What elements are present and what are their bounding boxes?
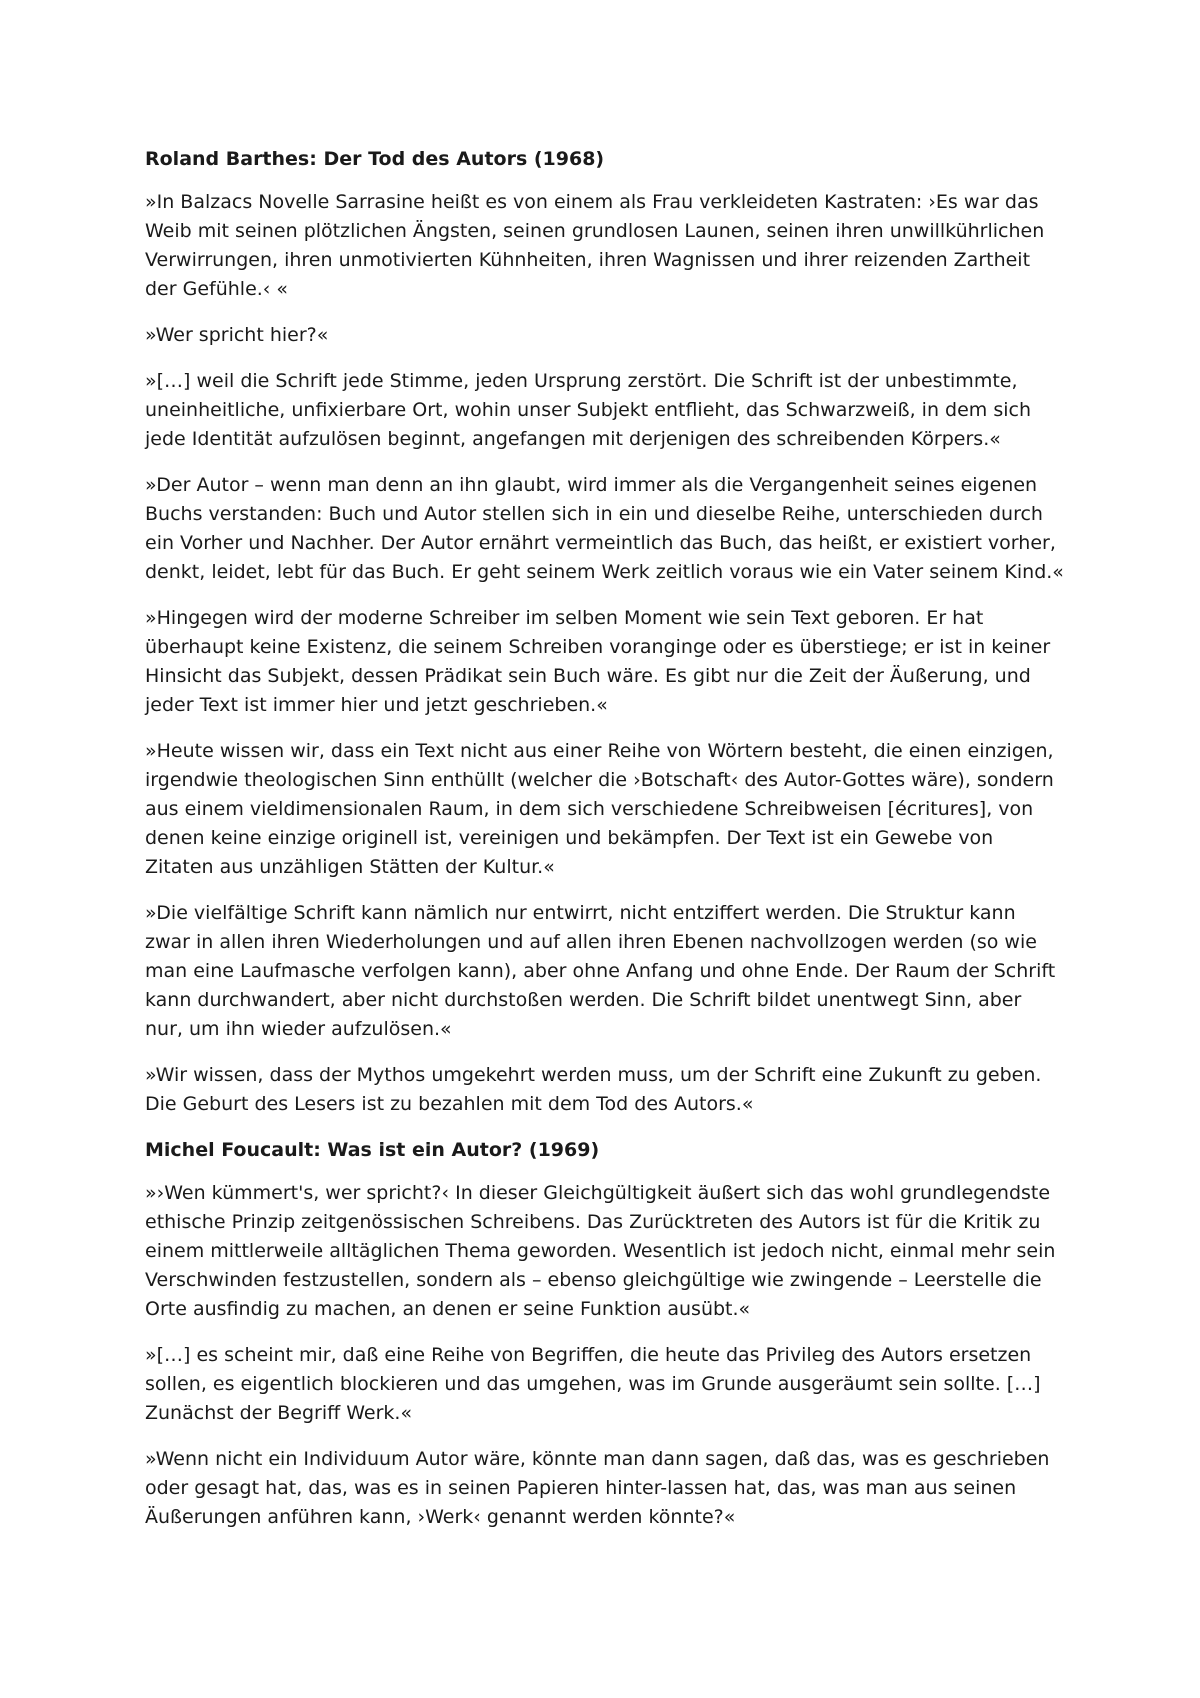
section-title: Roland Barthes: Der Tod des Autors (1968)	[145, 148, 605, 170]
paragraph: »Die vielfältige Schrift kann nämlich nur entwirrt, nicht entziffert werden. Die Struktur kann zwar in allen ihren Wiederholungen und auf allen ihren Ebenen nachvollzogen werden (so wie man eine Laufmasche verfolgen kann), aber ohne Anfang und ohne Ende. Der Raum der Schrift kann durchwandert, aber nicht durchstoßen werden. Die Schrift bildet unentwegt Sinn, aber nur, um ihn wieder aufzulösen.«	[145, 902, 1056, 1040]
paragraph: »›Wen kümmert's, wer spricht?‹ In dieser Gleichgültigkeit äußert sich das wohl grundlegendste ethische Prinzip zeitgenössischen Schreibens. Das Zurücktreten des Autors ist für die Kritik zu einem mittlerweile alltäglichen Thema geworden. Wesentlich ist jedoch nicht, einmal mehr sein Verschwinden festzustellen, sondern als – ebenso gleichgültige wie zwingende – Leerstelle die Orte ausfindig zu machen, an denen er seine Funktion ausübt.«	[145, 1182, 1056, 1320]
paragraph: »Wir wissen, dass der Mythos umgekehrt werden muss, um der Schrift eine Zukunft zu geben. Die Geburt des Lesers ist zu bezahlen mit dem Tod des Autors.«	[145, 1064, 1042, 1115]
section-title: Michel Foucault: Was ist ein Autor? (1969)	[145, 1139, 600, 1161]
paragraph: »Der Autor – wenn man denn an ihn glaubt, wird immer als die Vergangenheit seines eigenen Buchs verstanden: Buch und Autor stellen sich in ein und dieselbe Reihe, unterschieden durch ein Vorher und Nachher. Der Autor ernährt vermeintlich das Buch, das heißt, er existiert vorher, denkt, leidet, lebt für das Buch. Er geht seinem Werk zeitlich voraus wie ein Vater seinem Kind.«	[145, 474, 1064, 583]
paragraph: »[…] weil die Schrift jede Stimme, jeden Ursprung zerstört. Die Schrift ist der unbestimmte, uneinheitliche, unfixierbare Ort, wohin unser Subjekt entflieht, das Schwarzweiß, in dem sich jede Identität aufzulösen beginnt, angefangen mit derjenigen des schreibenden Körpers.«	[145, 370, 1032, 450]
section-barthes	[145, 145, 1065, 1119]
paragraph: »[…] es scheint mir, daß eine Reihe von Begriffen, die heute das Privileg des Autors ersetzen sollen, es eigentlich blockieren und das umgehen, was im Grunde ausgeräumt sein sollte. […] Zunächst der Begriff Werk.«	[145, 1344, 1041, 1424]
paragraph: »Heute wissen wir, dass ein Text nicht aus einer Reihe von Wörtern besteht, die einen einzigen, irgendwie theologischen Sinn enthüllt (welcher die ›Botschaft‹ des Autor-Gottes wäre), sondern aus einem vieldimensionalen Raum, in dem sich verschiedene Schreibweisen [écritures], von denen keine einzige originell ist, vereinigen und bekämpfen. Der Text ist ein Gewebe von Zitaten aus unzähligen Stätten der Kultur.«	[145, 740, 1054, 878]
paragraph: »Wenn nicht ein Individuum Autor wäre, könnte man dann sagen, daß das, was es geschrieben oder gesagt hat, das, was es in seinen Papieren hinter-lassen hat, das, was man aus seinen Äußerungen anführen kann, ›Werk‹ genannt werden könnte?«	[145, 1448, 1050, 1528]
paragraph: »Wer spricht hier?«	[145, 324, 329, 346]
paragraph: »In Balzacs Novelle Sarrasine heißt es von einem als Frau verkleideten Kastraten: ›Es war das Weib mit seinen plötzlichen Ängsten, seinen grundlosen Launen, seinen ihren unwillkührlichen Verwirrungen, ihren unmotivierten Kühnheiten, ihren Wagnissen und ihrer reizenden Zartheit der Gefühle.‹ «	[145, 191, 1045, 300]
paragraph: »Hingegen wird der moderne Schreiber im selben Moment wie sein Text geboren. Er hat überhaupt keine Existenz, die seinem Schreiben voranginge oder es überstiege; er ist in keiner Hinsicht das Subjekt, dessen Prädikat sein Buch wäre. Es gibt nur die Zeit der Äußerung, und jeder Text ist immer hier und jetzt geschrieben.«	[145, 607, 1051, 716]
section-foucault	[145, 1136, 1065, 1532]
document-page	[145, 145, 1065, 1549]
